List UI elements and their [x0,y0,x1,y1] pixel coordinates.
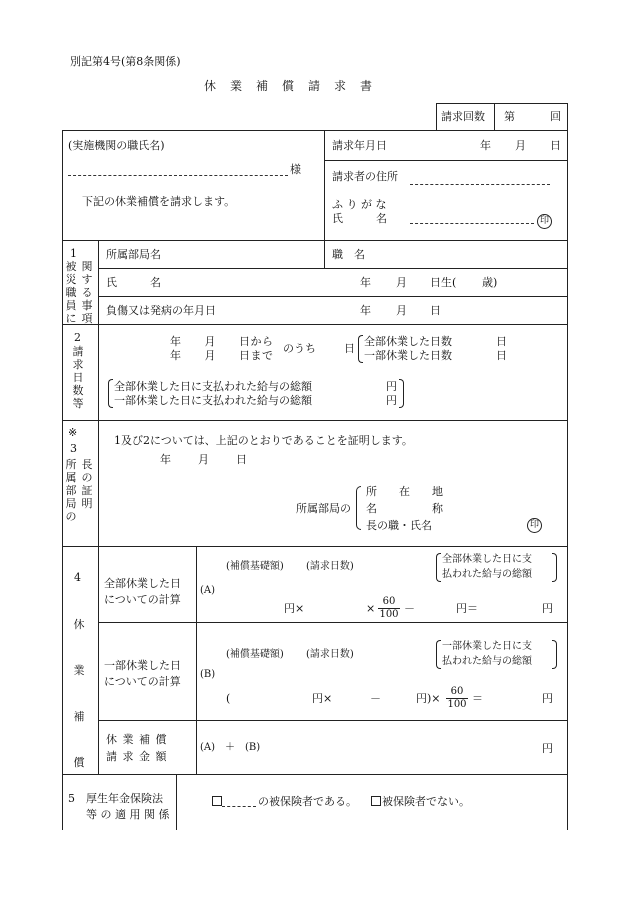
claim-count-suffix: 回 [550,110,561,123]
birth-month: 月 [396,276,407,289]
injury-year: 年 [360,304,371,317]
partial-open-paren: ( [226,692,231,705]
address-field[interactable] [410,184,550,185]
address-label: 請求者の住所 [332,170,398,183]
cert-date-day: 日 [236,453,247,466]
partial-rest-days-unit: 日 [496,349,507,362]
cert-date-month: 月 [198,453,209,466]
period-days-unit: 日 [344,342,355,355]
request-date-label: 請求年月日 [332,139,387,152]
mark-b: (B) [200,669,216,680]
period-to: 年 月 日まで [170,349,274,362]
not-insured-option-label: 被保険者でない。 [382,795,470,808]
injury-month: 月 [396,304,407,317]
dept-location: 所 在 地 [366,485,443,498]
agency-label: (実施機関の職氏名) [68,139,165,152]
partial-yen-close-times: 円)× [416,692,441,705]
section1-number: 1 [70,247,77,260]
claimant-name-label: 氏 名 [332,212,387,225]
request-sentence: 下記の休業補償を請求します。 [82,195,236,208]
insured-checkbox[interactable] [212,796,222,806]
partial-base-amount-label: (補償基礎額) [226,649,284,660]
partial-equals: ＝ [472,692,483,705]
dept-head-prefix: 所属部局の [296,502,351,515]
partial-pay-line2: 払われた給与の総額 [442,656,532,667]
period-within: のうち [283,342,316,355]
section3-mark: ※ [68,426,78,439]
not-insured-checkbox[interactable] [371,796,381,806]
request-date-year: 年 [480,139,491,152]
full-minus: － [404,602,415,615]
birth-age: 歳) [482,276,498,289]
dept-head-title: 長の職・氏名 [366,519,432,532]
section3-heading-a: 所属部局の [65,458,77,523]
cert-date-year: 年 [160,453,171,466]
partial-yen-times: 円× [312,692,333,705]
certification-text: 1及び2については、上記のとおりであることを証明します。 [114,434,413,447]
total-formula: (A) ＋ (B) [200,742,261,753]
section5-number: 5 [68,792,75,805]
full-pay-line1: 全部休業した日に支 [442,554,532,565]
partial-calc-line2: についての計算 [104,675,181,688]
full-pay-line2: 払われた給与の総額 [442,569,532,580]
request-date-day: 日 [550,139,561,152]
partial-rest-pay-label: 一部休業した日に支払われた給与の総額 [114,394,312,407]
total-label-line1: 休 業 補 償 [106,733,168,746]
full-rest-pay-label: 全部休業した日に支払われた給与の総額 [114,380,312,393]
partial-result-yen: 円 [542,692,553,705]
claim-count-field[interactable] [518,111,546,123]
furigana-label: ふ り が な [332,198,387,211]
full-fraction-den: 100 [379,609,399,620]
partial-rest-days-label: 一部休業した日数 [364,349,452,362]
full-yen-equals: 円＝ [456,602,478,615]
full-base-amount-label: (補償基礎額) [226,561,284,572]
partial-fraction-den: 100 [447,699,467,710]
insured-option-label: の被保険者である。 [258,795,357,808]
partial-fraction [446,686,468,711]
honorific: 様 [290,163,301,176]
full-fraction [378,596,400,621]
form-number: 別記第4号(第8条関係) [70,55,181,68]
claim-count-prefix: 第 [504,110,515,123]
section1-heading-b: 関する事項 [81,260,93,325]
partial-claim-days-label: (請求日数) [306,649,354,660]
section2-number: 2 [74,331,81,344]
total-yen: 円 [542,742,553,755]
injury-date-label: 負傷又は発病の年月日 [106,304,216,317]
period-from: 年 月 日から [170,335,274,348]
full-times: × [366,602,376,615]
claim-count-label: 請求回数 [441,110,485,123]
position-label: 職 名 [332,248,365,261]
partial-calc-line1: 一部休業した日 [104,659,181,672]
full-rest-days-label: 全部休業した日数 [364,335,452,348]
section4-number: 4 [74,571,81,584]
full-yen-times: 円× [284,602,305,615]
claimant-name-field[interactable] [410,223,534,224]
mark-a: (A) [200,585,216,596]
section2-heading: 請求日数等 [72,345,84,410]
full-result-yen: 円 [542,602,553,615]
full-calc-line2: についての計算 [104,593,181,606]
full-claim-days-label: (請求日数) [306,561,354,572]
dept-org-name: 名 称 [366,502,443,515]
dept-label: 所属部局名 [106,248,161,261]
partial-pay-line1: 一部休業した日に支 [442,641,532,652]
victim-name-label: 氏 名 [106,276,161,289]
request-date-month: 月 [515,139,526,152]
full-fraction-num: 60 [378,596,400,609]
section3-number: 3 [70,442,77,455]
partial-minus: － [370,692,381,705]
birth-year: 年 [360,276,371,289]
section3-heading-b: 長の証明 [81,458,93,510]
section4-heading: 休業補償 [73,618,85,769]
agency-name-field[interactable] [68,175,288,176]
insured-law-field[interactable] [222,806,256,807]
total-label-line2: 請 求 金 額 [106,750,168,763]
partial-fraction-num: 60 [446,686,468,699]
form-title: 休 業 補 償 請 求 書 [204,79,374,93]
full-rest-pay-yen: 円 [386,380,397,393]
section5-heading-line1: 厚生年金保険法 [86,792,163,805]
full-calc-line1: 全部休業した日 [104,577,181,590]
section5-heading-line2: 等 の 適 用 関 係 [86,808,170,821]
partial-rest-pay-yen: 円 [386,394,397,407]
injury-day: 日 [430,304,441,317]
dept-head-seal: 印 [527,518,542,533]
birth-day: 日生( [430,276,457,289]
full-rest-days-unit: 日 [496,335,507,348]
section1-heading-a: 被災職員に [65,260,77,325]
claimant-seal: 印 [537,214,552,229]
